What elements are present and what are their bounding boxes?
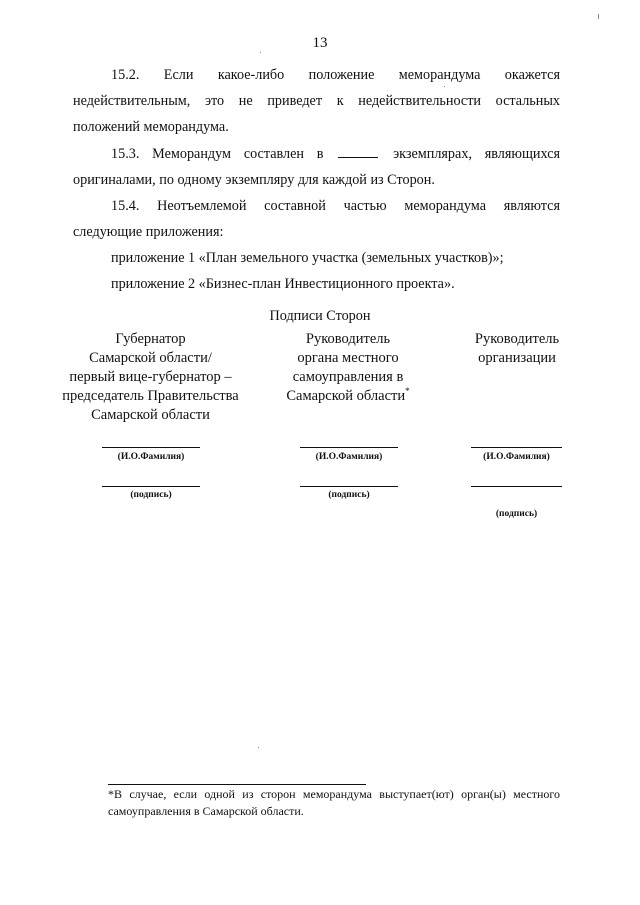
signatory-line: Губернатор bbox=[115, 331, 186, 347]
paragraph-15-4-continued bbox=[73, 219, 560, 245]
copies-count-blank bbox=[338, 143, 378, 158]
paragraph-15-3-continued bbox=[73, 167, 560, 193]
signatory-line: председатель Правительства bbox=[62, 388, 239, 404]
signatory-line: Руководитель bbox=[305, 331, 391, 347]
signatory-line: организации bbox=[478, 350, 556, 366]
signatory-line: Руководитель bbox=[474, 331, 560, 347]
appendix-1: приложение 1 «План земельного участка (земельных участков)»; bbox=[111, 250, 504, 266]
footnote-marker: * bbox=[405, 386, 410, 396]
signature-line bbox=[102, 486, 200, 487]
paragraph-line: 15.4. Неотъемлемой составной частью меморандума являются bbox=[111, 198, 560, 214]
paragraph-line: следующие приложения: bbox=[73, 224, 224, 240]
signature-line bbox=[300, 486, 398, 487]
signatory-line: Самарской области/ bbox=[89, 350, 212, 366]
paragraph-line: оригиналами, по одному экземпляру для каждой из Сторон. bbox=[73, 172, 435, 188]
appendix-2: приложение 2 «Бизнес-план Инвестиционного проекта». bbox=[111, 276, 455, 292]
signatory-organization bbox=[458, 330, 576, 368]
paragraph-line: недействительным, это не приведет к недействительности остальных bbox=[73, 93, 560, 109]
name-signature-line bbox=[102, 447, 200, 448]
signatory-line: первый вице-губернатор – bbox=[69, 369, 232, 385]
paragraph-line: 15.2. Если какое-либо положение меморандума окажется bbox=[111, 67, 560, 83]
paragraph-15-2 bbox=[73, 62, 560, 88]
signature-caption: (подпись) bbox=[130, 490, 172, 500]
footnote-divider bbox=[108, 784, 366, 785]
name-signature-line bbox=[300, 447, 398, 448]
name-caption: (И.О.Фамилия) bbox=[315, 452, 383, 462]
signatory-line bbox=[268, 387, 428, 406]
signatory-line: самоуправления в bbox=[292, 369, 404, 385]
scan-speck bbox=[260, 52, 261, 53]
signature-caption: (подпись) bbox=[328, 490, 370, 500]
page-number: 13 bbox=[312, 35, 328, 51]
footnote bbox=[108, 786, 560, 820]
signatory-text: Самарской области bbox=[286, 388, 406, 404]
paragraph-text: 15.3. Меморандум составлен в bbox=[111, 146, 324, 162]
scan-speck bbox=[598, 14, 599, 19]
scan-speck bbox=[258, 747, 259, 748]
paragraph-text: экземплярах, являющихся bbox=[393, 146, 561, 162]
scan-speck bbox=[444, 86, 445, 87]
paragraph-15-4 bbox=[73, 193, 560, 219]
signature-caption: (подпись) bbox=[495, 509, 538, 519]
paragraph-15-2-continued bbox=[73, 88, 560, 140]
signatures-title: Подписи Сторон bbox=[269, 308, 371, 324]
signature-line bbox=[471, 486, 562, 487]
footnote-line: *В случае, если одной из сторон меморандума выступает(ют) орган(ы) местного bbox=[108, 787, 560, 801]
paragraph-15-3 bbox=[73, 141, 560, 167]
signatory-local-government bbox=[268, 330, 428, 406]
paragraph-line: положений меморандума. bbox=[73, 119, 229, 135]
name-caption: (И.О.Фамилия) bbox=[117, 452, 185, 462]
name-caption: (И.О.Фамилия) bbox=[483, 452, 550, 462]
paragraph-line bbox=[73, 141, 560, 167]
name-signature-line bbox=[471, 447, 562, 448]
signatory-governor bbox=[48, 330, 253, 425]
signatory-line: Самарской области bbox=[91, 407, 210, 423]
signatory-line: органа местного bbox=[297, 350, 399, 366]
footnote-line: самоуправления в Самарской области. bbox=[108, 804, 304, 818]
